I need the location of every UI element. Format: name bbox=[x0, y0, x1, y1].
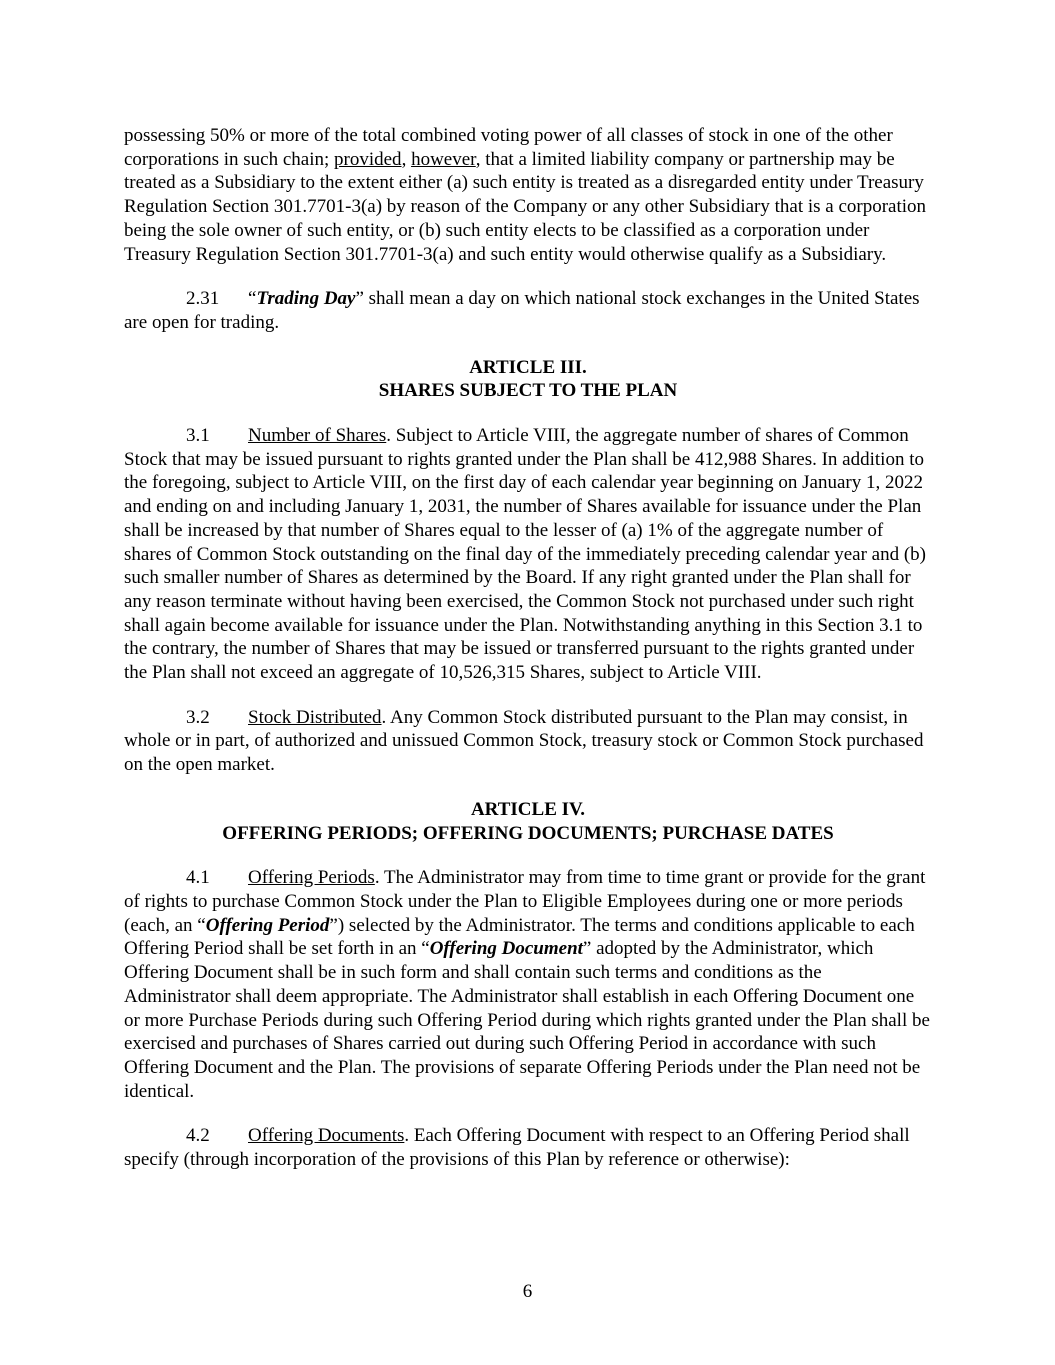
section-heading: Offering Documents bbox=[248, 1125, 405, 1147]
open-quote: “ bbox=[248, 288, 257, 310]
page-number: 6 bbox=[522, 1281, 533, 1302]
section-heading: Stock Distributed bbox=[248, 706, 382, 728]
section-text: ” shall mean a day on which national stock exchanges in the United States are open for trading. bbox=[124, 288, 920, 333]
section-text: . Subject to Article VIII, the aggregate number of shares of Common Stock that may be issued pursuant to rights granted under the Plan shall be 412,988 Shares. In addition to the foregoing, subject to Article VIII, on the first day of each calendar year beginning on January 1, 2022 and ending on and including January 1, 2031, the number of Shares available for issuance under the Plan shall be increased by that number of Shares equal to the lesser of (a) 1% of the aggregate number of shares of Common Stock outstanding on the final day of the immediately preceding calendar year and (b) such smaller number of Shares as determined by the Board. If any right granted under the Plan shall for any reason terminate without having been exercised, the Common Stock not purchased under such right shall again become available for issuance under the Plan. Notwithstanding anything in this Section 3.1 to the contrary, the number of Shares that may be issued or transferred pursuant to the rights granted under the Plan shall not exceed an aggregate of 10,526,315 Shares, subject to Article VIII. bbox=[124, 425, 926, 684]
section-number: 4.1 bbox=[186, 867, 210, 889]
section-heading: Offering Periods bbox=[248, 867, 375, 889]
section-2-31 bbox=[124, 287, 932, 334]
article-title: ARTICLE IV. bbox=[470, 798, 586, 820]
section-number: 3.1 bbox=[186, 425, 210, 447]
section-3-2 bbox=[124, 706, 932, 777]
section-3-1 bbox=[124, 424, 932, 685]
section-number: 2.31 bbox=[186, 288, 220, 310]
section-text-b: ”) selected by the Administrator. The terms and conditions applicable to each Offering Period shall be set forth in an “ bbox=[124, 914, 915, 960]
continuation-text-a: possessing 50% or more of the total combined voting power of all classes of stock in one of the other corporations in such chain; bbox=[124, 125, 893, 170]
article-iv-heading bbox=[124, 798, 932, 845]
document-page bbox=[124, 124, 932, 1193]
section-text: . Each Offering Document with respect to an Offering Period shall specify (through incorporation of the provisions of this Plan by reference or otherwise): bbox=[124, 1125, 910, 1171]
article-title: ARTICLE III. bbox=[469, 356, 587, 378]
section-4-1 bbox=[124, 866, 932, 1103]
defined-term-offering-document: Offering Document bbox=[429, 938, 583, 960]
article-subtitle: SHARES SUBJECT TO THE PLAN bbox=[378, 380, 678, 402]
however-term: however bbox=[411, 148, 476, 170]
defined-term-offering-period: Offering Period bbox=[205, 914, 330, 936]
article-iii-heading bbox=[124, 356, 932, 403]
section-number: 4.2 bbox=[186, 1125, 210, 1147]
section-4-2 bbox=[124, 1124, 932, 1171]
section-text-a: . The Administrator may from time to time grant or provide for the grant of rights to purchase Common Stock under the Plan to Eligible Employees during one or more periods (each, an “ bbox=[124, 867, 926, 936]
provided-term: provided bbox=[334, 148, 402, 170]
section-text: . Any Common Stock distributed pursuant to the Plan may consist, in whole or in part, of authorized and unissued Common Stock, treasury stock or Common Stock purchased on the open market. bbox=[124, 706, 924, 776]
continuation-text-b: , that a limited liability company or partnership may be treated as a Subsidiary to the extent either (a) such entity is treated as a disregarded entity under Treasury Regulation Section 301.7701-3(a) by reason of the Company or any other Subsidiary that is a corporation being the sole owner of such entity, or (b) such entity elects to be classified as a corporation under Treasury Regulation Section 301.7701-3(a) and such entity would otherwise qualify as a Subsidiary. bbox=[124, 148, 927, 265]
continuation-comma: , bbox=[401, 148, 412, 170]
section-heading: Number of Shares bbox=[248, 425, 387, 447]
section-number: 3.2 bbox=[186, 706, 210, 728]
subsidiary-definition-continuation bbox=[124, 124, 932, 266]
section-text-c: ” adopted by the Administrator, which Offering Document shall be in such form and shall contain such terms and conditions as the Administrator shall deem appropriate. The Administrator shall establish in each Offering Document one or more Purchase Periods during such Offering Period during which rights granted under the Plan shall be exercised and purchases of Shares carried out during such Offering Period in accordance with such Offering Document and the Plan. The provisions of separate Offering Periods under the Plan need not be identical. bbox=[124, 938, 930, 1102]
article-subtitle: OFFERING PERIODS; OFFERING DOCUMENTS; PURCHASE DATES bbox=[222, 822, 834, 844]
defined-term-trading-day: Trading Day bbox=[256, 288, 356, 310]
